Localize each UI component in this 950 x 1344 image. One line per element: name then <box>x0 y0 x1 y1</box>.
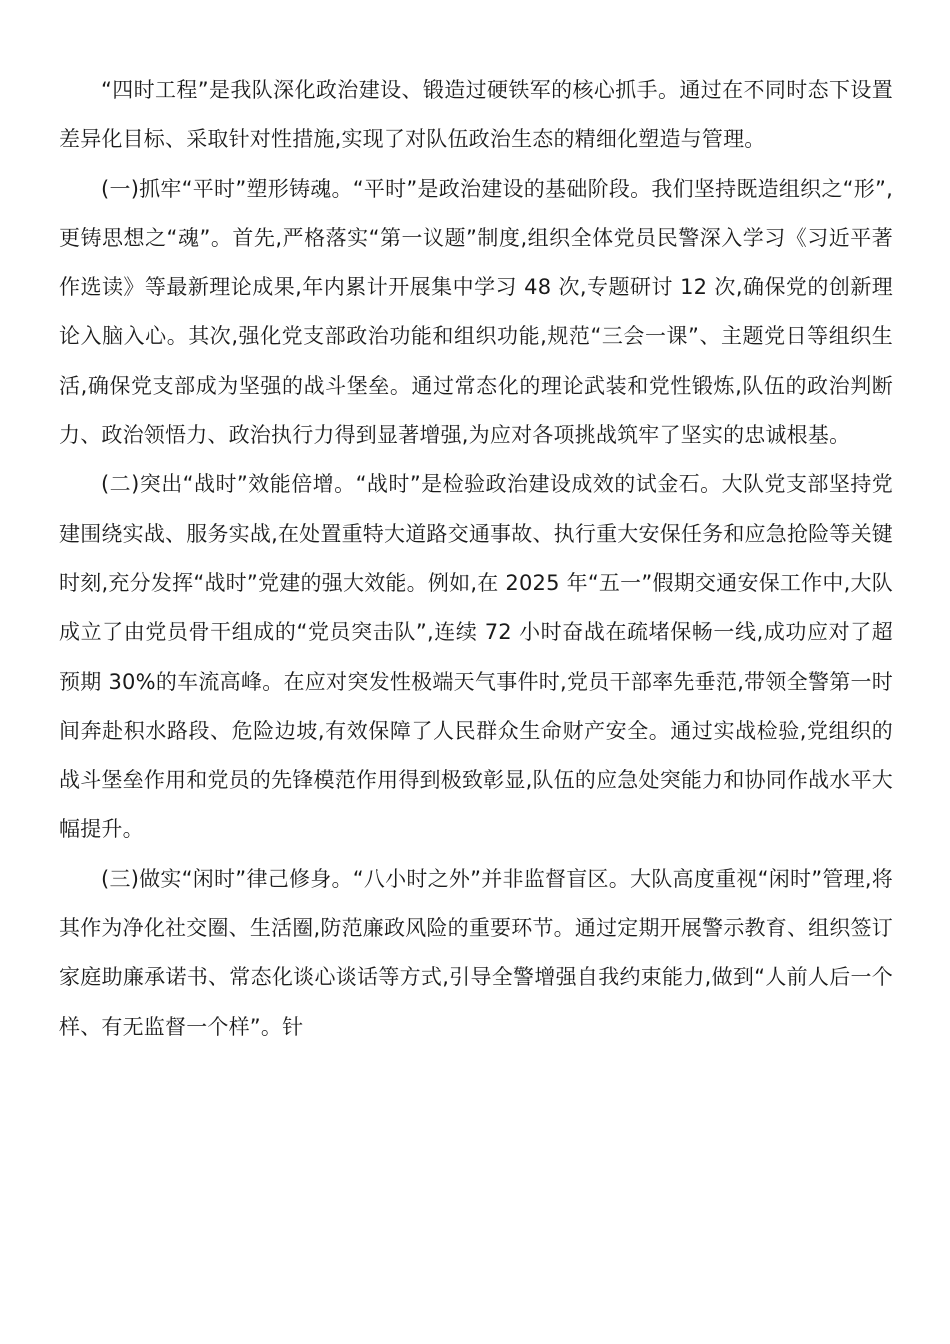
paragraph-section-2: (二)突出“战时”效能倍增。“战时”是检验政治建设成效的试金石。大队党支部坚持党建围绕实战、服务实战,在处置重特大道路交通事故、执行重大安保任务和应急抢险等关键时刻,充分发挥“战时”党建的强大效能。例如,在 2025 年“五一”假期交通安保工作中,大队成立了由党员骨干组成的“党员突击队”,连续 72 小时奋战在疏堵保畅一线,成功应对了超预期 30%的车流高峰。在应对突发性极端天气事件时,党员干部率先垂范,带领全警第一时间奔赴积水路段、危险边坡,有效保障了人民群众生命财产安全。通过实战检验,党组织的战斗堡垒作用和党员的先锋模范作用得到极致彰显,队伍的应急处突能力和协同作战水平大幅提升。 <box>59 472 893 842</box>
paragraph-section-1: (一)抓牢“平时”塑形铸魂。“平时”是政治建设的基础阶段。我们坚持既造组织之“形”,更铸思想之“魂”。首先,严格落实“第一议题”制度,组织全体党员民警深入学习《习近平著作选读》等最新理论成果,年内累计开展集中学习 48 次,专题研讨 12 次,确保党的创新理论入脑入心。其次,强化党支部政治功能和组织功能,规范“三会一课”、主题党日等组织生活,确保党支部成为坚强的战斗堡垒。通过常态化的理论武装和党性锻炼,队伍的政治判断力、政治领悟力、政治执行力得到显著增强,为应对各项挑战筑牢了坚实的忠诚根基。 <box>59 176 893 448</box>
document-body <box>59 66 893 1052</box>
paragraph-section-3: (三)做实“闲时”律己修身。“八小时之外”并非监督盲区。大队高度重视“闲时”管理,将其作为净化社交圈、生活圈,防范廉政风险的重要环节。通过定期开展警示教育、组织签订家庭助廉承诺书、常态化谈心谈话等方式,引导全警增强自我约束能力,做到“人前人后一个样、有无监督一个样”。针 <box>59 866 893 1039</box>
paragraph-intro: “四时工程”是我队深化政治建设、锻造过硬铁军的核心抓手。通过在不同时态下设置差异化目标、采取针对性措施,实现了对队伍政治生态的精细化塑造与管理。 <box>59 78 893 152</box>
